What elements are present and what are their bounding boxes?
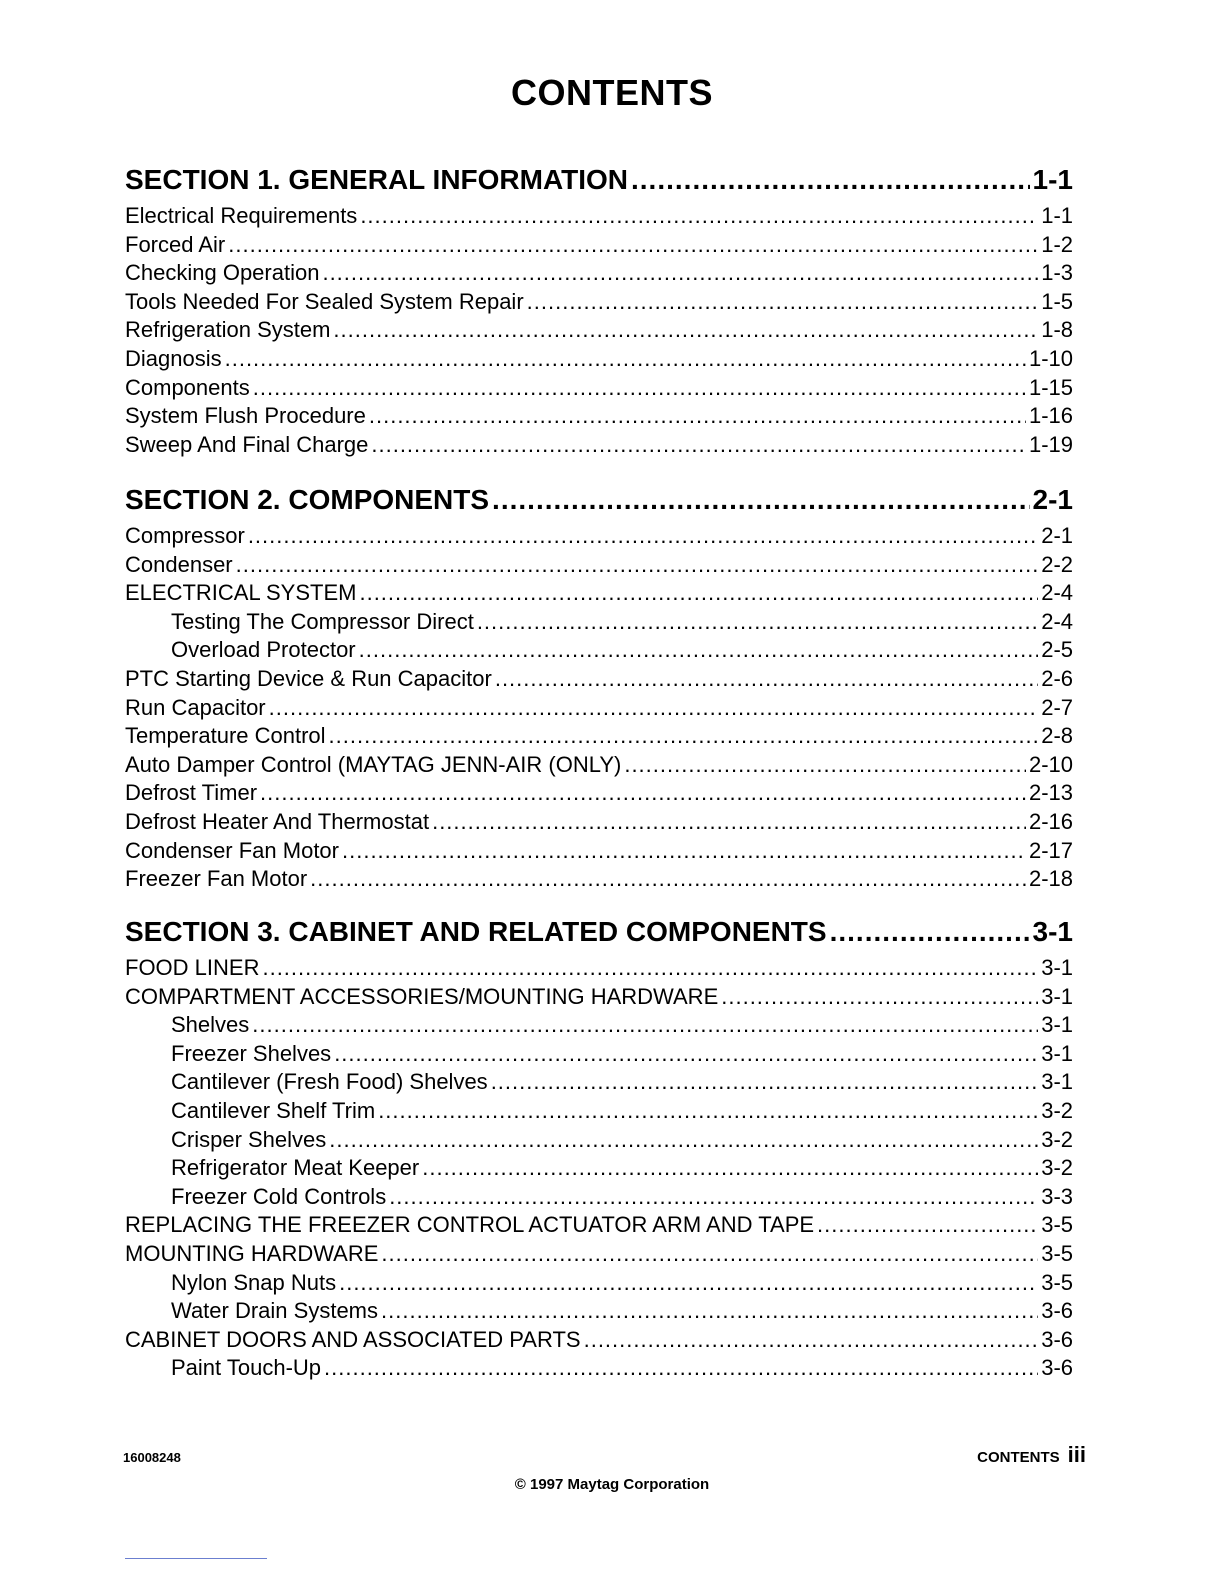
- toc-section-3: [125, 912, 1073, 1383]
- toc-entry-label: COMPARTMENT ACCESSORIES/MOUNTING HARDWARE: [125, 983, 719, 1009]
- leader-dots: [225, 345, 1026, 374]
- toc-entry[interactable]: [125, 665, 1073, 694]
- toc-entry-label: Crisper Shelves: [171, 1126, 327, 1152]
- toc-entry[interactable]: [125, 374, 1073, 403]
- toc-entry-label: Freezer Fan Motor: [125, 866, 308, 892]
- toc-entry[interactable]: [125, 1269, 1073, 1298]
- toc-entry[interactable]: [125, 1154, 1073, 1183]
- page-footer: [977, 1442, 1086, 1468]
- leader-dots: [495, 665, 1038, 694]
- toc-entry-page: 1-5: [1041, 288, 1073, 314]
- toc-entry-label: Freezer Shelves: [171, 1040, 332, 1066]
- toc-entry-page: 1-2: [1041, 231, 1073, 257]
- toc-entry-page: 1-16: [1028, 403, 1073, 429]
- toc-entry-page: 3-1: [1041, 1069, 1073, 1095]
- toc-entry[interactable]: [125, 259, 1073, 288]
- leader-dots: [389, 1183, 1038, 1212]
- toc-entry-page: 2-8: [1041, 723, 1073, 749]
- toc-entry-label: Condenser Fan Motor: [125, 837, 339, 863]
- toc-entry-page: 3-6: [1041, 1326, 1073, 1352]
- leader-dots: [817, 1211, 1038, 1240]
- leader-dots: [228, 231, 1038, 260]
- leader-dots: [252, 1011, 1038, 1040]
- toc-entry-page: 3-5: [1041, 1240, 1073, 1266]
- page-number: iii: [1067, 1442, 1086, 1467]
- toc-entry-page: 2-18: [1028, 866, 1073, 892]
- leader-dots: [371, 431, 1026, 460]
- toc-entry-page: 1-3: [1041, 260, 1073, 286]
- toc-entry-page: 2-10: [1028, 751, 1073, 777]
- section-heading[interactable]: [125, 912, 1073, 952]
- toc-entry-label: Diagnosis: [125, 345, 222, 371]
- toc-entry-label: Electrical Requirements: [125, 203, 358, 228]
- toc-entry-label: Temperature Control: [125, 723, 326, 749]
- toc-entry-label: Shelves: [171, 1012, 250, 1038]
- toc-section-1: [125, 160, 1073, 459]
- toc-entry-page: 3-5: [1041, 1212, 1073, 1238]
- toc-entry[interactable]: [125, 1211, 1073, 1240]
- toc-entry-page: 3-6: [1041, 1298, 1073, 1324]
- toc-entry-page: 1-10: [1028, 345, 1073, 371]
- leader-dots: [322, 259, 1038, 288]
- toc-entry-label: Cantilever Shelf Trim: [171, 1097, 376, 1123]
- leader-dots: [721, 983, 1038, 1012]
- toc-entry-label: Defrost Heater And Thermostat: [125, 808, 430, 834]
- toc-entry-page: 3-1: [1041, 1040, 1073, 1066]
- section-page-number: 2-1: [1032, 484, 1073, 515]
- toc-entry-label: ELECTRICAL SYSTEM: [125, 580, 357, 606]
- toc-entry-label: Freezer Cold Controls: [171, 1183, 387, 1209]
- toc-entry-page: 3-1: [1041, 983, 1073, 1009]
- toc-entry-label: Defrost Timer: [125, 780, 258, 806]
- toc-entry[interactable]: [125, 779, 1073, 808]
- toc-entry-label: Compressor: [125, 523, 245, 548]
- toc-entry-label: Refrigerator Meat Keeper: [171, 1155, 420, 1181]
- section-page-number: 3-1: [1032, 916, 1073, 947]
- toc-entry-label: Water Drain Systems: [171, 1298, 379, 1324]
- toc-entry[interactable]: [125, 865, 1073, 894]
- leader-dots: [492, 480, 1029, 520]
- leader-dots: [262, 954, 1038, 983]
- leader-dots: [310, 865, 1026, 894]
- toc-section-2: [125, 480, 1073, 894]
- leader-dots: [381, 1297, 1038, 1326]
- toc-entry-label: Cantilever (Fresh Food) Shelves: [171, 1069, 488, 1095]
- leader-dots: [329, 722, 1039, 751]
- toc-entry[interactable]: [125, 522, 1073, 551]
- leader-dots: [253, 374, 1026, 403]
- toc-entry-label: Auto Damper Control (MAYTAG JENN-AIR (ONLY): [125, 751, 622, 777]
- section-page-number: 1-1: [1032, 164, 1073, 195]
- leader-dots: [369, 402, 1026, 431]
- toc-entry[interactable]: [125, 837, 1073, 866]
- toc-entry-page: 1-19: [1028, 431, 1073, 457]
- toc-entry[interactable]: [125, 551, 1073, 580]
- leader-dots: [527, 288, 1039, 317]
- leader-dots: [631, 160, 1030, 200]
- toc-entry-label: Nylon Snap Nuts: [171, 1269, 337, 1295]
- toc-entry-page: 3-2: [1041, 1126, 1073, 1152]
- toc-entry[interactable]: [125, 1354, 1073, 1383]
- toc-entry-label: Paint Touch-Up: [171, 1355, 322, 1381]
- toc-entry-page: 2-16: [1028, 808, 1073, 834]
- toc-entry-page: 2-1: [1041, 523, 1073, 548]
- leader-dots: [269, 694, 1039, 723]
- toc-entry[interactable]: [125, 202, 1073, 231]
- toc-entry[interactable]: [125, 983, 1073, 1012]
- running-title: CONTENTS: [977, 1449, 1060, 1466]
- leader-dots: [248, 522, 1038, 551]
- toc-entry-page: 3-2: [1041, 1155, 1073, 1181]
- toc-entry[interactable]: [125, 316, 1073, 345]
- leader-dots: [584, 1326, 1039, 1355]
- document-number: 16008248: [123, 1450, 181, 1465]
- toc-entry-page: 2-4: [1041, 580, 1073, 606]
- leader-dots: [329, 1126, 1038, 1155]
- section-heading[interactable]: [125, 160, 1073, 200]
- toc-entry-page: 2-13: [1028, 780, 1073, 806]
- toc-entry-label: Refrigeration System: [125, 317, 331, 343]
- toc-entry[interactable]: [125, 954, 1073, 983]
- page-title: CONTENTS: [511, 72, 713, 113]
- toc-entry-label: CABINET DOORS AND ASSOCIATED PARTS: [125, 1326, 581, 1352]
- toc-entry[interactable]: [125, 1240, 1073, 1269]
- leader-dots: [381, 1240, 1038, 1269]
- toc-entry[interactable]: [125, 402, 1073, 431]
- toc-entry[interactable]: [125, 1097, 1073, 1126]
- leader-dots: [378, 1097, 1038, 1126]
- toc-entry-label: PTC Starting Device & Run Capacitor: [125, 665, 492, 691]
- divider: [125, 1558, 267, 1559]
- leader-dots: [333, 316, 1038, 345]
- toc-entry-page: 1-1: [1041, 203, 1073, 228]
- toc-entry[interactable]: [125, 431, 1073, 460]
- toc-entry-label: Run Capacitor: [125, 694, 266, 720]
- leader-dots: [830, 912, 1030, 952]
- toc-entry-page: 1-15: [1028, 374, 1073, 400]
- toc-entry-page: 3-2: [1041, 1097, 1073, 1123]
- toc-entry-page: 3-3: [1041, 1183, 1073, 1209]
- toc-entry[interactable]: [125, 345, 1073, 374]
- toc-entry-label: Condenser: [125, 551, 233, 577]
- toc-entry[interactable]: [125, 1326, 1073, 1355]
- toc-entry-label: Sweep And Final Charge: [125, 431, 369, 457]
- toc-entry[interactable]: [125, 751, 1073, 780]
- toc-entry[interactable]: [125, 288, 1073, 317]
- toc-entry[interactable]: [125, 694, 1073, 723]
- section-heading[interactable]: [125, 480, 1073, 520]
- leader-dots: [342, 837, 1026, 866]
- toc-entry[interactable]: [125, 1126, 1073, 1155]
- toc-entry-page: 2-6: [1041, 665, 1073, 691]
- section-heading-label: SECTION 3. CABINET AND RELATED COMPONENTS: [125, 916, 827, 947]
- toc-entry-page: 3-1: [1041, 1012, 1073, 1038]
- toc-entry-label: REPLACING THE FREEZER CONTROL ACTUATOR ARM AND TAPE: [125, 1212, 815, 1238]
- toc-entry[interactable]: [125, 231, 1073, 260]
- toc-entry-label: Forced Air: [125, 231, 226, 257]
- leader-dots: [236, 551, 1039, 580]
- toc-entry[interactable]: [125, 1040, 1073, 1069]
- toc-entry[interactable]: [125, 608, 1073, 637]
- toc-entry[interactable]: [125, 579, 1073, 608]
- toc-entry-label: Tools Needed For Sealed System Repair: [125, 288, 524, 314]
- toc-entry[interactable]: [125, 1183, 1073, 1212]
- toc-entry-label: Components: [125, 374, 250, 400]
- toc-entry-page: 2-2: [1041, 551, 1073, 577]
- leader-dots: [491, 1068, 1039, 1097]
- leader-dots: [324, 1354, 1038, 1383]
- toc-entry-page: 2-7: [1041, 694, 1073, 720]
- toc-entry-page: 2-5: [1041, 637, 1073, 663]
- toc-entry-label: FOOD LINER: [125, 955, 260, 980]
- copyright-notice: © 1997 Maytag Corporation: [514, 1476, 710, 1493]
- toc-entry[interactable]: [125, 636, 1073, 665]
- toc-entry-page: 2-17: [1028, 837, 1073, 863]
- leader-dots: [339, 1269, 1038, 1298]
- leader-dots: [359, 579, 1038, 608]
- toc-entry[interactable]: [125, 722, 1073, 751]
- leader-dots: [422, 1154, 1038, 1183]
- toc-entry[interactable]: [125, 1068, 1073, 1097]
- toc-entry-label: MOUNTING HARDWARE: [125, 1240, 379, 1266]
- leader-dots: [624, 751, 1026, 780]
- toc-entry-label: System Flush Procedure: [125, 403, 366, 429]
- toc-entry-page: 1-8: [1041, 317, 1073, 343]
- toc-entry-label: Overload Protector: [171, 637, 356, 663]
- toc-entry-page: 3-1: [1041, 955, 1073, 980]
- leader-dots: [359, 636, 1039, 665]
- leader-dots: [334, 1040, 1038, 1069]
- leader-dots: [432, 808, 1026, 837]
- section-heading-label: SECTION 2. COMPONENTS: [125, 484, 490, 515]
- toc-entry[interactable]: [125, 808, 1073, 837]
- toc-entry-label: Checking Operation: [125, 260, 320, 286]
- toc-entry-page: 3-5: [1041, 1269, 1073, 1295]
- toc-entry[interactable]: [125, 1011, 1073, 1040]
- leader-dots: [360, 202, 1038, 231]
- section-heading-label: SECTION 1. GENERAL INFORMATION: [125, 164, 628, 195]
- toc-entry-label: Testing The Compressor Direct: [171, 608, 474, 634]
- leader-dots: [477, 608, 1038, 637]
- toc-entry-page: 3-6: [1041, 1355, 1073, 1381]
- toc-entry-page: 2-4: [1041, 608, 1073, 634]
- toc-entry[interactable]: [125, 1297, 1073, 1326]
- leader-dots: [260, 779, 1026, 808]
